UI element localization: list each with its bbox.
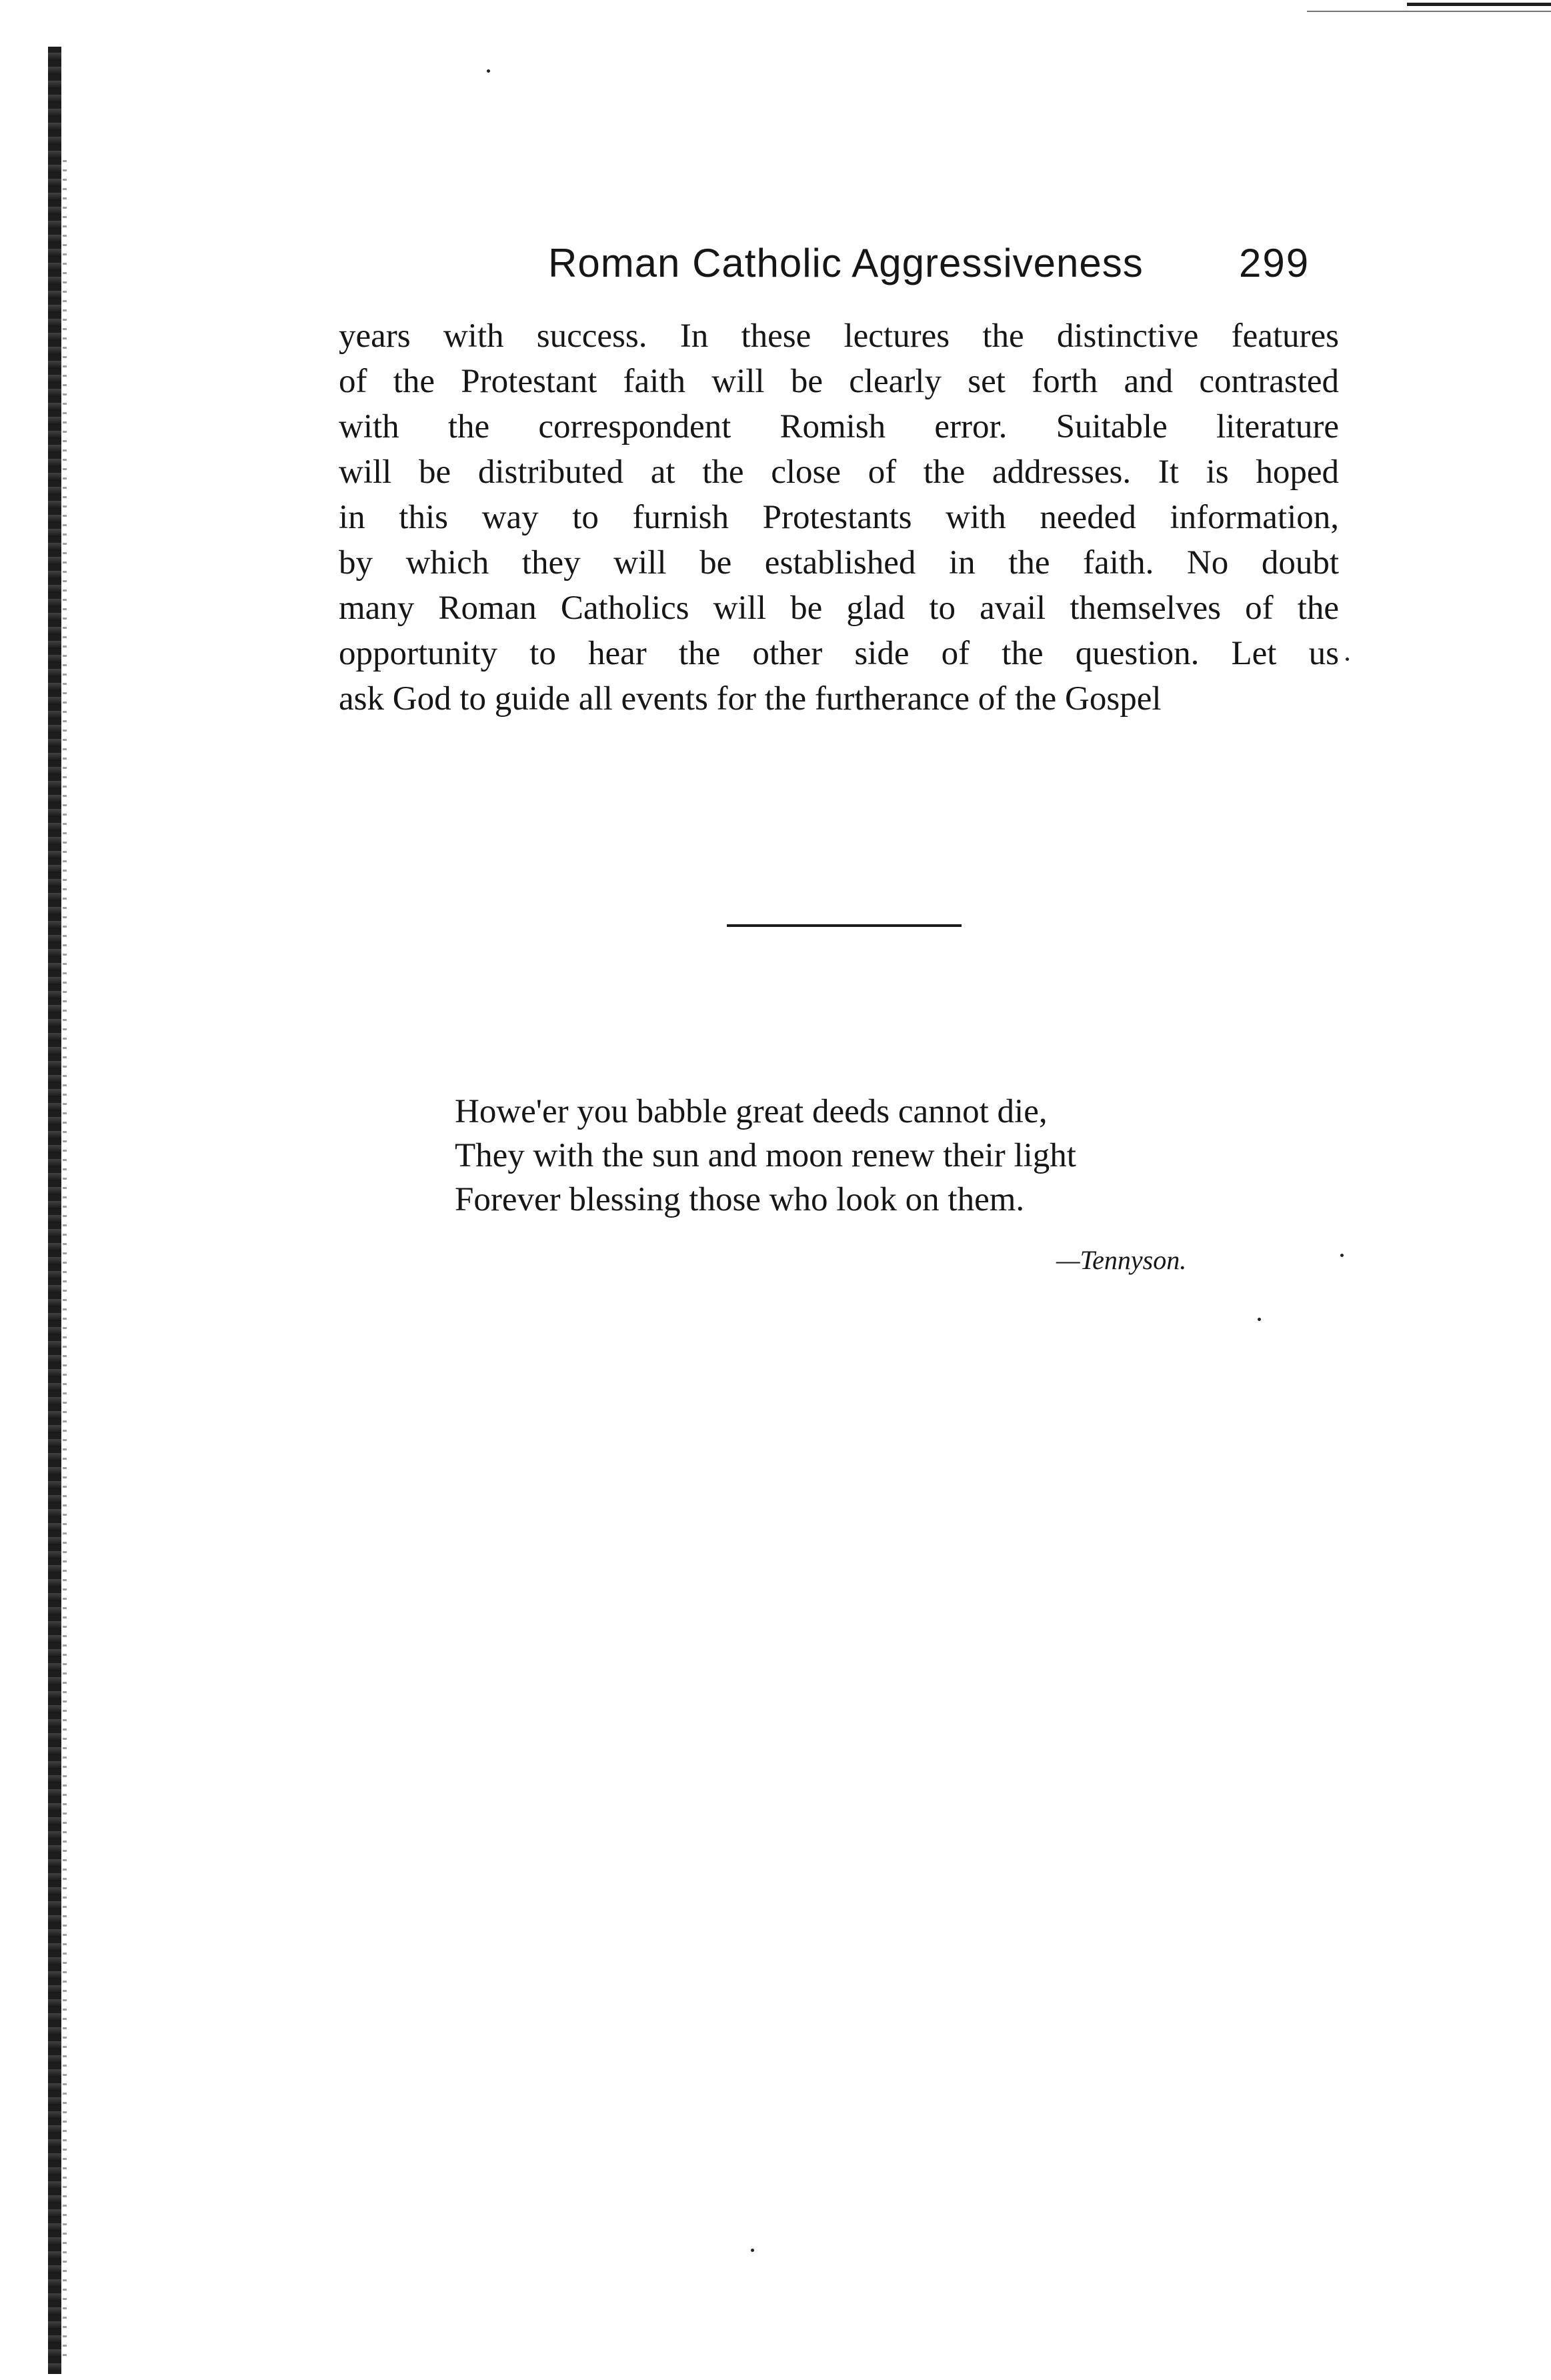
verse-attribution: —Tennyson. bbox=[1056, 1245, 1187, 1275]
body-line: in this way to furnish Protestants with needed information, bbox=[339, 499, 1339, 536]
book-binding-edge bbox=[48, 47, 61, 2374]
body-line: will be distributed at the close of the addresses. It is hoped bbox=[339, 453, 1339, 491]
verse-quotation bbox=[455, 1090, 1255, 1222]
print-speck bbox=[1258, 1318, 1261, 1321]
verse-line: Howe'er you babble great deeds cannot die, bbox=[455, 1093, 1048, 1130]
page-number: 299 bbox=[1239, 241, 1310, 285]
print-speck bbox=[751, 2249, 754, 2252]
body-line: ask God to guide all events for the furtherance of the Gospel bbox=[339, 680, 1162, 718]
running-head-title: Roman Catholic Aggressiveness bbox=[548, 241, 1144, 285]
print-speck bbox=[1340, 1254, 1344, 1257]
body-line: with the correspondent Romish error. Suitable literature bbox=[339, 408, 1339, 445]
print-speck bbox=[487, 69, 490, 73]
section-divider-rule bbox=[727, 924, 962, 927]
body-line: of the Protestant faith will be clearly set forth and contrasted bbox=[339, 363, 1339, 400]
top-edge-thin-mark bbox=[1307, 11, 1551, 12]
top-edge-mark bbox=[1407, 3, 1551, 6]
verse-line: Forever blessing those who look on them. bbox=[455, 1181, 1025, 1218]
body-line: years with success. In these lectures the distinctive features bbox=[339, 317, 1339, 355]
body-line: many Roman Catholics will be glad to avail themselves of the bbox=[339, 589, 1339, 627]
body-line: by which they will be established in the faith. No doubt bbox=[339, 544, 1339, 581]
verse-line: They with the sun and moon renew their light bbox=[455, 1137, 1076, 1174]
binding-shadow bbox=[63, 160, 67, 2361]
print-speck bbox=[1346, 658, 1349, 661]
body-paragraph bbox=[339, 313, 1339, 722]
body-line: opportunity to hear the other side of the question. Let us bbox=[339, 635, 1339, 672]
